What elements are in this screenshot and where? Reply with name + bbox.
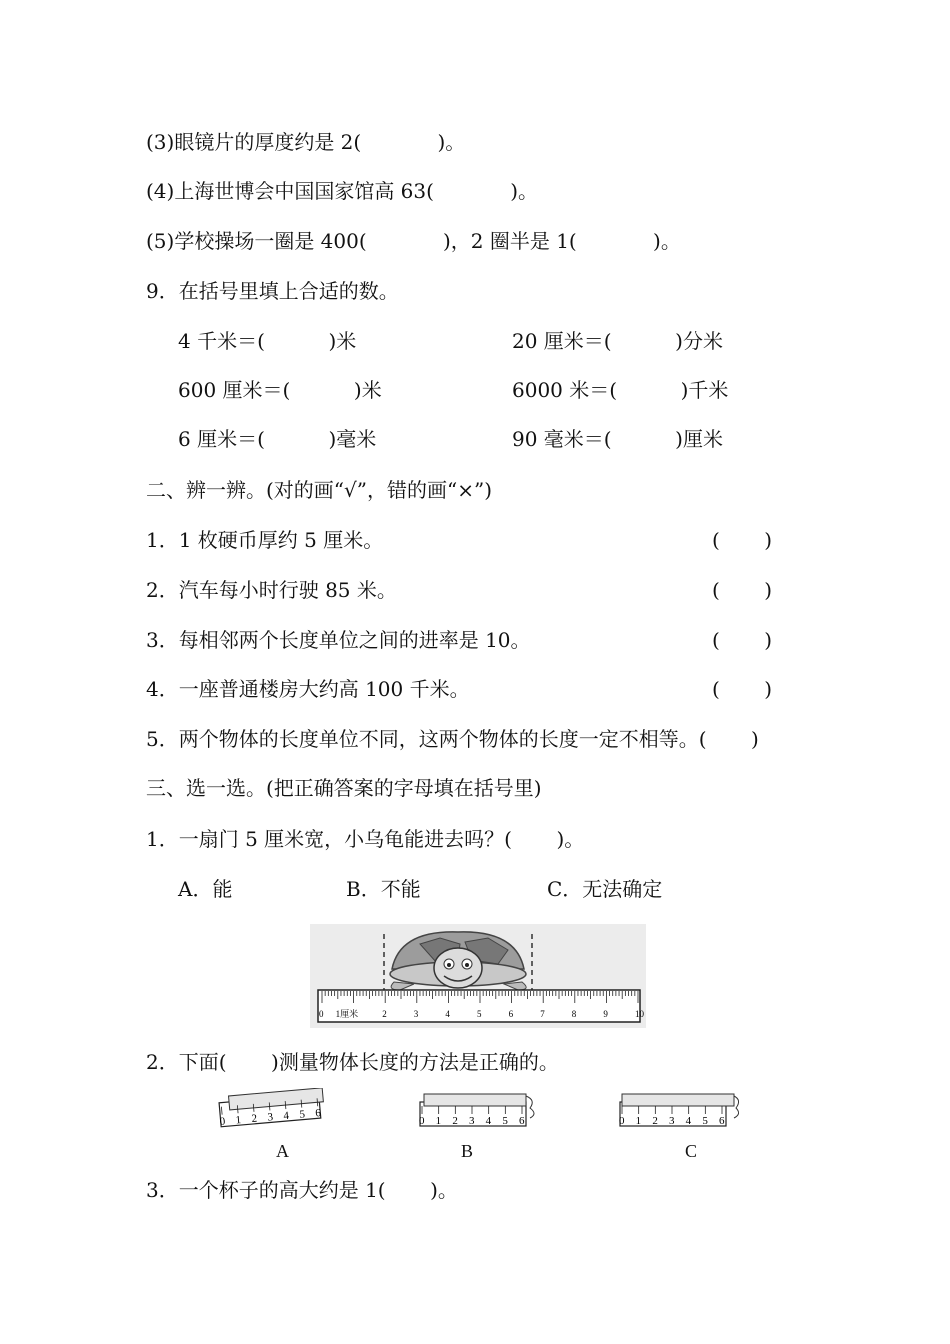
q9-r1-right: 20 厘米＝( )分米	[512, 329, 723, 353]
s3-q3: 3．一个杯子的高大约是 1( )。	[146, 1178, 458, 1202]
turtle-ruler-figure	[310, 924, 646, 1028]
ruler-option-a-figure	[210, 1088, 340, 1134]
s2-item5: 5．两个物体的长度单位不同，这两个物体的长度一定不相等。( )	[146, 727, 759, 751]
ruler-tick-label: 7	[540, 1009, 545, 1019]
small-ruler-label: 0	[619, 1115, 625, 1127]
ruler-tick-label: 2	[382, 1009, 387, 1019]
q8-item3: (3)眼镜片的厚度约是 2( )。	[146, 130, 466, 154]
small-ruler-label: 5	[502, 1115, 508, 1127]
q9-title: 9．在括号里填上合适的数。	[146, 279, 399, 303]
ruler-tick-label: 9	[603, 1009, 608, 1019]
small-ruler-label: 2	[452, 1115, 458, 1127]
section2-title: 二、辨一辨。(对的画“√”，错的画“×”)	[146, 478, 493, 502]
small-ruler-label: 6	[314, 1107, 322, 1120]
ruler-tick-label: 10	[635, 1009, 644, 1019]
s2-item2: 2．汽车每小时行驶 85 米。	[146, 578, 397, 602]
object-b-torn-edge	[526, 1096, 534, 1118]
q9-r3-left: 6 厘米＝( )毫米	[178, 427, 377, 451]
ruler-tick-label: 6	[508, 1009, 514, 1019]
small-ruler-label: 5	[702, 1115, 708, 1127]
small-ruler-label: 3	[469, 1115, 475, 1127]
s2-answer-paren-4[interactable]: ( )	[712, 677, 773, 701]
q8-item4: (4)上海世博会中国国家馆高 63( )。	[146, 179, 539, 203]
small-ruler-label: 6	[719, 1115, 725, 1127]
ruler-tick-label: 8	[571, 1009, 577, 1019]
option-c-label: C	[685, 1141, 698, 1161]
s2-item3: 3．每相邻两个长度单位之间的进率是 10。	[146, 628, 531, 652]
section3-title: 三、选一选。(把正确答案的字母填在括号里)	[146, 776, 542, 800]
small-ruler-label: 2	[652, 1115, 658, 1127]
small-ruler-label: 4	[485, 1115, 492, 1127]
q9-r1-left: 4 千米＝( )米	[178, 329, 357, 353]
s3-q2: 2．下面( )测量物体长度的方法是正确的。	[146, 1050, 559, 1074]
ruler	[318, 990, 645, 1022]
small-ruler-label: 0	[419, 1115, 425, 1127]
small-ruler-label: 3	[267, 1111, 274, 1124]
s3-q1-option-c: C．无法确定	[547, 877, 663, 901]
small-ruler-label: 3	[669, 1115, 675, 1127]
small-ruler-label: 0	[219, 1115, 226, 1128]
small-ruler-label: 5	[298, 1108, 306, 1121]
s2-answer-paren-1[interactable]: ( )	[712, 528, 773, 552]
small-ruler-label: 6	[519, 1115, 525, 1127]
small-ruler-label: 2	[251, 1112, 258, 1126]
ruler-option-c-figure	[614, 1088, 744, 1134]
measured-object-b	[424, 1094, 526, 1106]
ruler-tick-label: 5	[477, 1009, 482, 1019]
s2-item1: 1．1 枚硬币厚约 5 厘米。	[146, 528, 384, 552]
ruler-tick-label: 4	[445, 1009, 450, 1019]
s3-q1: 1．一扇门 5 厘米宽，小乌龟能进去吗？( )。	[146, 827, 585, 851]
measured-object-c	[622, 1094, 734, 1106]
q9-r2-left: 600 厘米＝( )米	[178, 378, 382, 402]
s2-answer-paren-3[interactable]: ( )	[712, 628, 773, 652]
small-ruler-label: 1	[235, 1114, 242, 1127]
q9-r2-right: 6000 米＝( )千米	[512, 378, 729, 402]
ruler-tick-label: 0	[319, 1009, 324, 1019]
q9-r3-right: 90 毫米＝( )厘米	[512, 427, 723, 451]
object-c-torn-edge	[734, 1096, 739, 1118]
s2-item4: 4．一座普通楼房大约高 100 千米。	[146, 677, 470, 701]
ruler-tick-label: 1厘米	[335, 1009, 359, 1019]
small-ruler-label: 4	[282, 1109, 290, 1123]
option-b-label: B	[461, 1141, 474, 1161]
ruler-tick-label: 3	[413, 1009, 419, 1019]
s2-answer-paren-2[interactable]: ( )	[712, 578, 773, 602]
small-ruler-label: 1	[435, 1115, 442, 1127]
ruler-option-b-figure	[414, 1088, 544, 1134]
small-ruler-label: 1	[635, 1115, 642, 1127]
s3-q1-option-b: B．不能	[346, 877, 421, 901]
q8-item5: (5)学校操场一圈是 400( )，2 圈半是 1( )。	[146, 229, 681, 253]
small-ruler-label: 4	[685, 1115, 692, 1127]
s3-q1-option-a: A．能	[178, 877, 233, 901]
option-a-label: A	[276, 1141, 289, 1161]
